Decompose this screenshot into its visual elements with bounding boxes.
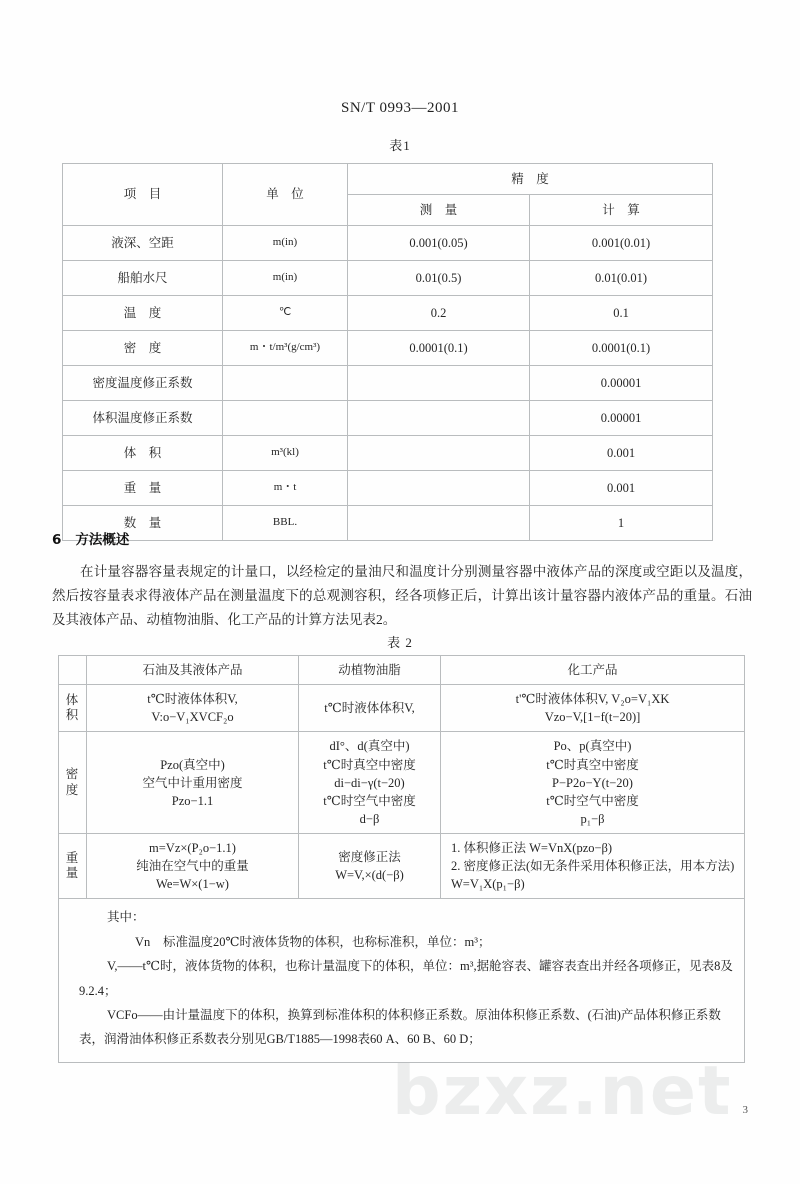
table1-cell-calculate: 0.00001 <box>530 366 713 401</box>
table1-header-row-1 <box>63 164 713 195</box>
table1-cell-unit: m³(kl) <box>223 436 348 471</box>
table-calculation-methods <box>58 655 745 1063</box>
table1-cell-item: 重 量 <box>63 471 223 506</box>
table1-cell-measure <box>348 506 530 541</box>
rowlabel-char: 积 <box>65 708 80 723</box>
table2-header-chemical: 化工产品 <box>441 656 745 685</box>
watermark: bzxz.net <box>392 1052 733 1131</box>
table1-header-item: 项 目 <box>63 164 223 226</box>
table2-cell-density-oils: dI°、d(真空中) t℃时真空中密度 di−di−γ(t−20) t℃时空气中密度 d−β <box>299 732 441 834</box>
table1-cell-calculate: 0.001 <box>530 471 713 506</box>
table1-cell-item: 密 度 <box>63 331 223 366</box>
table-row-notes <box>59 899 745 1062</box>
table-row <box>63 331 713 366</box>
table1-cell-measure <box>348 471 530 506</box>
table1-cell-unit: m・t <box>223 471 348 506</box>
table2-caption: 表 2 <box>387 635 413 650</box>
note-item: Vn 标准温度20℃时液体货物的体积，也称标准积，单位：m³； <box>135 934 491 949</box>
table2-cell-volume-chemical: t'℃时液体体积V, V₂o=V₁XK Vzo−V,[1−f(t−20)] <box>441 685 745 732</box>
table1-cell-item: 体积温度修正系数 <box>63 401 223 436</box>
rowlabel-char: 体 <box>65 692 80 707</box>
table1-cell-measure <box>348 436 530 471</box>
table-row <box>63 506 713 541</box>
table1-header-precision: 精 度 <box>348 164 713 195</box>
table1-cell-unit: BBL. <box>223 506 348 541</box>
table2-cell-volume-petroleum: t℃时液体体积V, V:o−V₁XVCF₂o <box>87 685 299 732</box>
table-precision-requirements <box>62 163 713 541</box>
table1-cell-measure <box>348 366 530 401</box>
table-row-weight <box>59 834 745 899</box>
table1-cell-unit <box>223 366 348 401</box>
table1-cell-measure: 0.0001(0.1) <box>348 331 530 366</box>
table2-cell-weight-oils: 密度修正法 W=V,×(d(−β) <box>299 834 441 899</box>
table1-cell-calculate: 1 <box>530 506 713 541</box>
table1-cell-calculate: 0.01(0.01) <box>530 261 713 296</box>
table2-rowlabel-density <box>59 732 87 834</box>
table-row-volume <box>59 685 745 732</box>
table1-cell-unit: m(in) <box>223 226 348 261</box>
table1-cell-calculate: 0.001 <box>530 436 713 471</box>
table2-rowlabel-weight <box>59 834 87 899</box>
table2-cell-weight-petroleum: m=Vz×(P₂o−1.1) 纯油在空气中的重量 We=W×(1−w) <box>87 834 299 899</box>
table-row <box>63 296 713 331</box>
page-number: 3 <box>742 1104 748 1116</box>
table-row <box>63 471 713 506</box>
section-6-body: 在计量容器容量表规定的计量口，以经检定的量油尺和温度计分别测量容器中液体产品的深度或空距以及温度，然后按容量表求得液体产品在测量温度下的总观测容积，经各项修正后，计算出该计量容器内液体产品的重量。石油及其液体产品、动植物油脂、化工产品的计算方法见表2。 <box>52 564 752 628</box>
notes-title: 其中： <box>107 910 145 925</box>
table1-header-calculate: 计 算 <box>530 195 713 226</box>
table1-cell-item: 体 积 <box>63 436 223 471</box>
table-row <box>63 261 713 296</box>
table1-cell-item: 密度温度修正系数 <box>63 366 223 401</box>
table1-cell-calculate: 0.1 <box>530 296 713 331</box>
table2-header-oils-fats: 动植物油脂 <box>299 656 441 685</box>
table1-cell-measure <box>348 401 530 436</box>
table-row <box>63 401 713 436</box>
table1-cell-calculate: 0.0001(0.1) <box>530 331 713 366</box>
rowlabel-char: 重 <box>65 850 80 865</box>
table-row <box>63 366 713 401</box>
table2-cell-weight-chemical: 1. 体积修正法 W=VnX(pzo−β) 2. 密度修正法(如无条件采用体积修正法，用本方法) W=V₁X(p₁−β) <box>441 834 745 899</box>
table1-header-measure: 测 量 <box>348 195 530 226</box>
section-6-title: 方法概述 <box>75 532 130 548</box>
table1-cell-unit: ℃ <box>223 296 348 331</box>
table2-cell-density-chemical: Po、p(真空中) t℃时真空中密度 P−P2o−Y(t−20) t℃时空气中密度 p₁−β <box>441 732 745 834</box>
table1-cell-measure: 0.001(0.05) <box>348 226 530 261</box>
table2-header-blank <box>59 656 87 685</box>
note-item: VCFo——由计量温度下的体积，换算到标准体积的体积修正系数。原油体积修正系数、(石油)产品体积修正系数表，润滑油体积修正系数表分别见GB/T1885—1998表60 A、60 B、60 D； <box>79 1007 721 1047</box>
rowlabel-char: 度 <box>65 782 80 797</box>
table2-header-row <box>59 656 745 685</box>
table1-cell-item: 温 度 <box>63 296 223 331</box>
table1-cell-item: 船舶水尺 <box>63 261 223 296</box>
table1-cell-unit: m(in) <box>223 261 348 296</box>
table-row-density <box>59 732 745 834</box>
table2-cell-volume-oils: t℃时液体体积V, <box>299 685 441 732</box>
table2-rowlabel-volume <box>59 685 87 732</box>
table1-cell-calculate: 0.00001 <box>530 401 713 436</box>
table2-header-petroleum: 石油及其液体产品 <box>87 656 299 685</box>
table1-cell-item: 数 量 <box>63 506 223 541</box>
table2-notes <box>59 899 745 1062</box>
table-row <box>63 436 713 471</box>
section-6-heading <box>52 528 129 548</box>
note-item: V,——t℃时，液体货物的体积，也称计量温度下的体积，单位：m³,据舱容表、罐容表查出并经各项修正，见表8及9.2.4； <box>79 959 733 998</box>
table-row <box>63 226 713 261</box>
rowlabel-char: 密 <box>65 767 80 782</box>
section-6-number: 6 <box>52 532 62 548</box>
table2-cell-density-petroleum: Pzo(真空中) 空气中计重用密度 Pzo−1.1 <box>87 732 299 834</box>
table1-cell-measure: 0.2 <box>348 296 530 331</box>
table1-cell-calculate: 0.001(0.01) <box>530 226 713 261</box>
document-standard-code: SN/T 0993—2001 <box>341 100 459 116</box>
rowlabel-char: 量 <box>65 866 80 881</box>
table1-caption: 表1 <box>389 138 411 153</box>
table1-cell-measure: 0.01(0.5) <box>348 261 530 296</box>
table1-header-unit: 单 位 <box>223 164 348 226</box>
table1-cell-unit <box>223 401 348 436</box>
table1-cell-item: 液深、空距 <box>63 226 223 261</box>
table1-cell-unit: m・t/m³(g/cm³) <box>223 331 348 366</box>
